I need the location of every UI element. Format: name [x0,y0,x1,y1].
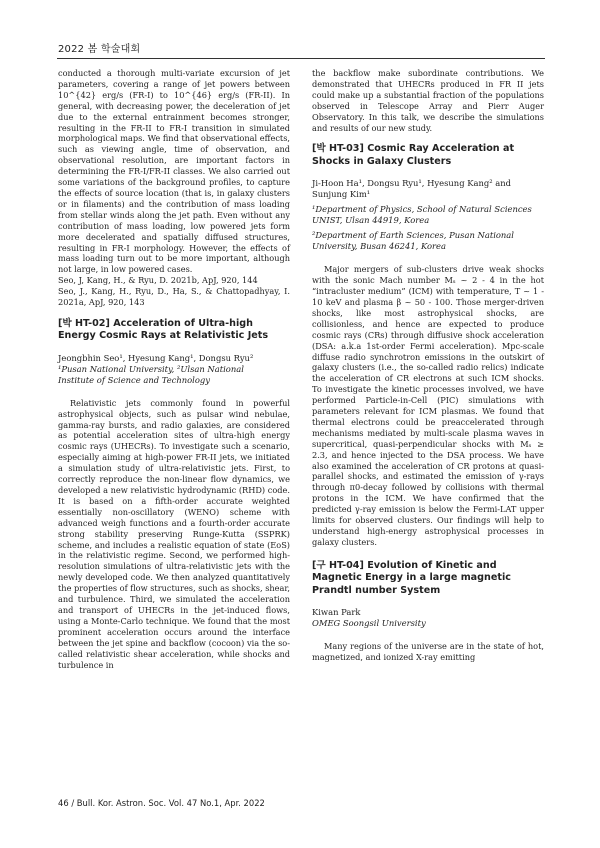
left-column [58,68,290,670]
affiliation-ht03-1: ¹Department of Physics, School of Natural Sciences UNIST, Ulsan 44919, Korea [312,204,532,226]
affiliation-ht04: OMEG Soongsil University [312,618,426,629]
abstract-body-ht03: Major mergers of sub-clusters drive weak shocks with the sonic Mach number Mₛ ~ 2 - 4 in the hot “intracluster medium” (ICM) with temperature, T ~ 1 - 10 keV and plasma β ~ 50 - 100. Those merger-driven shocks, like most astrophysical shocks, are collisionless, and hence are expected to produce cosmic rays (CRs) through diffusive shock acceleration (DSA: a.k.a 1st-order Fermi acceleration). Mpc-scale diffuse radio synchrotron emissions in the outskirt of galaxy clusters (i.e., the so-called radio relics) indicate the acceleration of CR electrons at such ICM shocks. To investigate the kinetic processes involved, we have performed Particle-in-Cell (PIC) simulations with parameters relevant for ICM plasmas. We found that thermal electrons could be preaccelerated through mechanisms mediated by multi-scale plasma waves in supercritical, quasi-perpendicular shocks with Mₛ ≥ 2.3, and hence injected to the DSA process. We have also examined the acceleration of CR protons at quasi-parallel shocks, and estimated the emission of γ-rays through π0-decay followed by collisions with thermal protons in the ICM. We have confirmed that the predicted γ-ray emission is below the Fermi-LAT upper limits for observed clusters. Our findings will help to understand high-energy astrophysical processes in galaxy clusters. [312,264,544,547]
affiliation-ht03-2: ²Department of Earth Sciences, Pusan National University, Busan 46241, Korea [312,230,514,252]
affiliation-ht02-line1: ¹Pusan National University, ²Ulsan National [58,363,244,374]
affiliation-ht02-line2: Institute of Science and Technology [58,374,210,385]
abstract-title-ht04: [구 HT-04] Evolution of Kinetic and Magnetic Energy in a large magnetic Prandtl number System [312,559,511,596]
right-column [312,68,544,663]
continued-paragraph-right: the backflow make subordinate contributions. We demonstrated that UHECRs produced in FR II jets could make up a substantial fraction of the populations observed in Telescope Array and Pierr Auger Observatory. In this talk, we describe the simulations and results of our new study. [312,68,544,133]
authors-ht03: Ji-Hoon Ha¹, Dongsu Ryu¹, Hyesung Kang² and Sunjung Kim¹ [312,178,511,200]
page-footer: 46 / Bull. Kor. Astron. Soc. Vol. 47 No.1, Apr. 2022 [58,798,265,808]
continued-paragraph: conducted a thorough multi-variate excursion of jet parameters, covering a range of jet powers between 10^{42} erg/s (FR-I) to 10^{46} erg/s (FR-II). In general, with decreasing power, the deceleration of jet due to the external entrainment becomes stronger, resulting in the FR-II to FR-I transition in simulated morphological maps. We find that observational effects, such as viewing angle, time of observation, and observational resolution, are important factors in determining the FR-I/FR-II classes. We also carried out some variations of the background profiles, to capture the effects of source location (that is, in galaxy clusters or in filaments) and the contribution of mass loading from stellar winds along the jet path. Even without any contribution of mass loading, low powered jets form more decelerated and spatially diffused structures, resulting in FR-I morphology. However, the effects of mass loading turn out to be more important, although not large, in low powered cases. [58,68,290,275]
reference-2: Seo, J., Kang, H., Ryu, D., Ha, S., & Chattopadhyay, I. 2021a, ApJ, 920, 143 [58,286,290,308]
header-rule [57,58,545,59]
reference-1: Seo, J, Kang, H., & Ryu, D. 2021b, ApJ, 920, 144 [58,275,258,286]
abstract-title-ht03: [박 HT-03] Cosmic Ray Acceleration at Shocks in Galaxy Clusters [312,143,515,167]
abstract-body-ht04: Many regions of the universe are in the state of hot, magnetized, and ionized X-ray emitting [312,641,544,662]
abstract-title-ht02: [박 HT-02] Acceleration of Ultra-high Energy Cosmic Rays at Relativistic Jets [58,317,269,342]
conference-header: 2022 봄 학술대회 [58,44,141,55]
authors-ht04: Kiwan Park [312,607,361,618]
authors-ht02: Jeongbhin Seo¹, Hyesung Kang¹, Dongsu Ryu² [58,352,254,363]
abstract-body-ht02: Relativistic jets commonly found in powerful astrophysical objects, such as pulsar wind nebulae, gamma-ray bursts, and radio galaxies, are considered as potential acceleration sites of ultra-high energy cosmic rays (UHECRs). To investigate such a scenario, especially aiming at high-power FR-II jets, we initiated a simulation study of ultra-relativistic jets. First, to correctly reproduce the non-linear flow dynamics, we developed a new relativistic hydrodynamic (RHD) code. It is based on a fifth-order accurate weighted essentially non-oscillatory (WENO) scheme with advanced weigh functions and a fourth-order accurate strong stability preserving Runge-Kutta (SSPRK) scheme, and includes a realistic equation of state (EoS) in the relativistic regime. Second, we performed high-resolution simulations of ultra-relativistic jets with the newly developed code. We then analyzed quantitatively the properties of flow structures, such as shocks, shear, and turbulence. Third, we simulated the acceleration and transport of UHECRs in the jet-induced flows, using a Monte-Carlo technique. We found that the most prominent acceleration occurs around the interface between the jet spine and backflow (cocoon) via the so-called relativistic shear acceleration, while shocks and turbulence in [58,397,291,670]
